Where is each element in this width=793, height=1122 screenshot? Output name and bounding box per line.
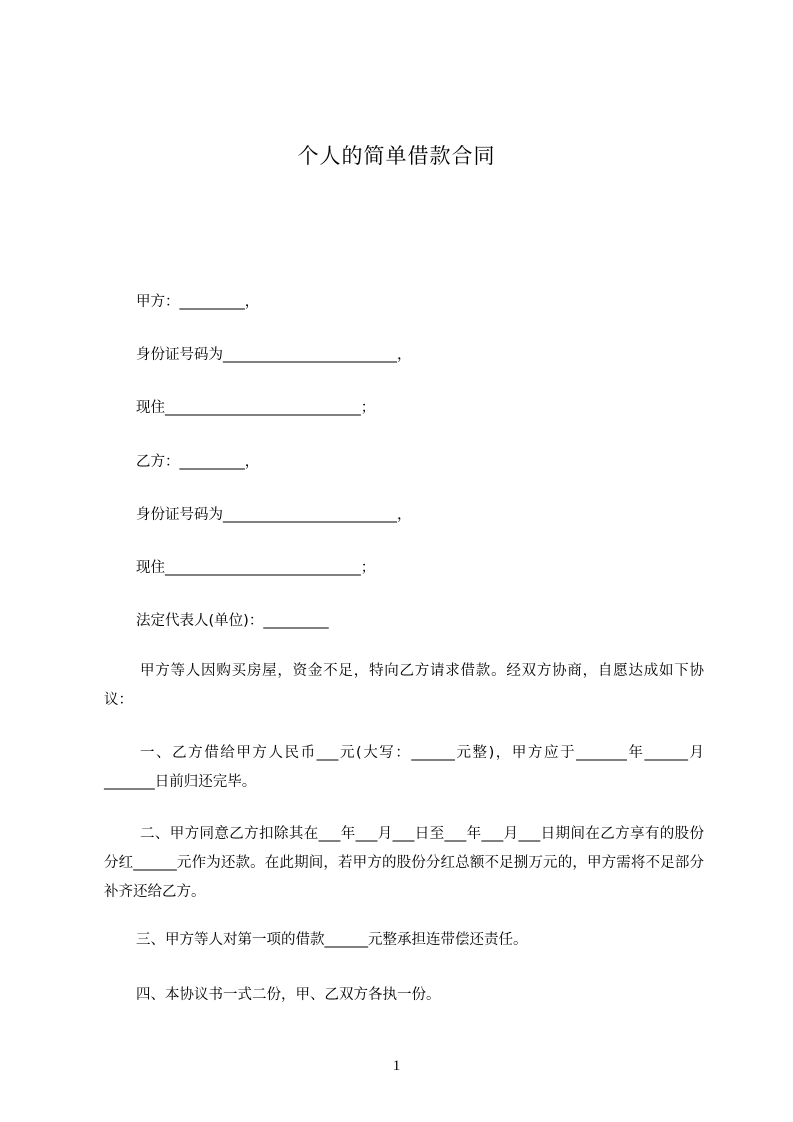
clause-2-paragraph: 二、甲方同意乙方扣除其在___年___月___日至___年___月___日期间在乙方享有的股份分红______元作为还款。在此期间，若甲方的股份分红总额不足捌万元的，甲方需将不足部分补齐还给乙方。 (104, 826, 704, 900)
party-b-address-line: 现住___________________________； (136, 560, 376, 576)
clause-1-paragraph: 一、乙方借给甲方人民币___元(大写：______元整)，甲方应于_______年______月_______日前归还完毕。 (104, 745, 704, 790)
legal-rep-line: 法定代表人(单位)：_________ (136, 613, 329, 629)
party-a-address-line: 现住___________________________； (136, 400, 376, 416)
intro-paragraph: 甲方等人因购买房屋，资金不足，特向乙方请求借款。经双方协商，自愿达成如下协议： (104, 663, 704, 708)
party-a-id-line: 身份证号码为________________________， (136, 347, 412, 363)
party-b-line: 乙方：_________， (136, 454, 260, 470)
page-number: 1 (392, 1058, 401, 1074)
clause-4-paragraph: 四、本协议书一式二份，甲、乙双方各执一份。 (136, 987, 441, 1003)
clause-3-paragraph: 三、甲方等人对第一项的借款______元整承担连带偿还责任。 (136, 932, 528, 948)
party-a-line: 甲方：_________， (136, 294, 260, 310)
party-b-id-line: 身份证号码为________________________， (136, 507, 412, 523)
page-title: 个人的简单借款合同 (297, 144, 496, 168)
